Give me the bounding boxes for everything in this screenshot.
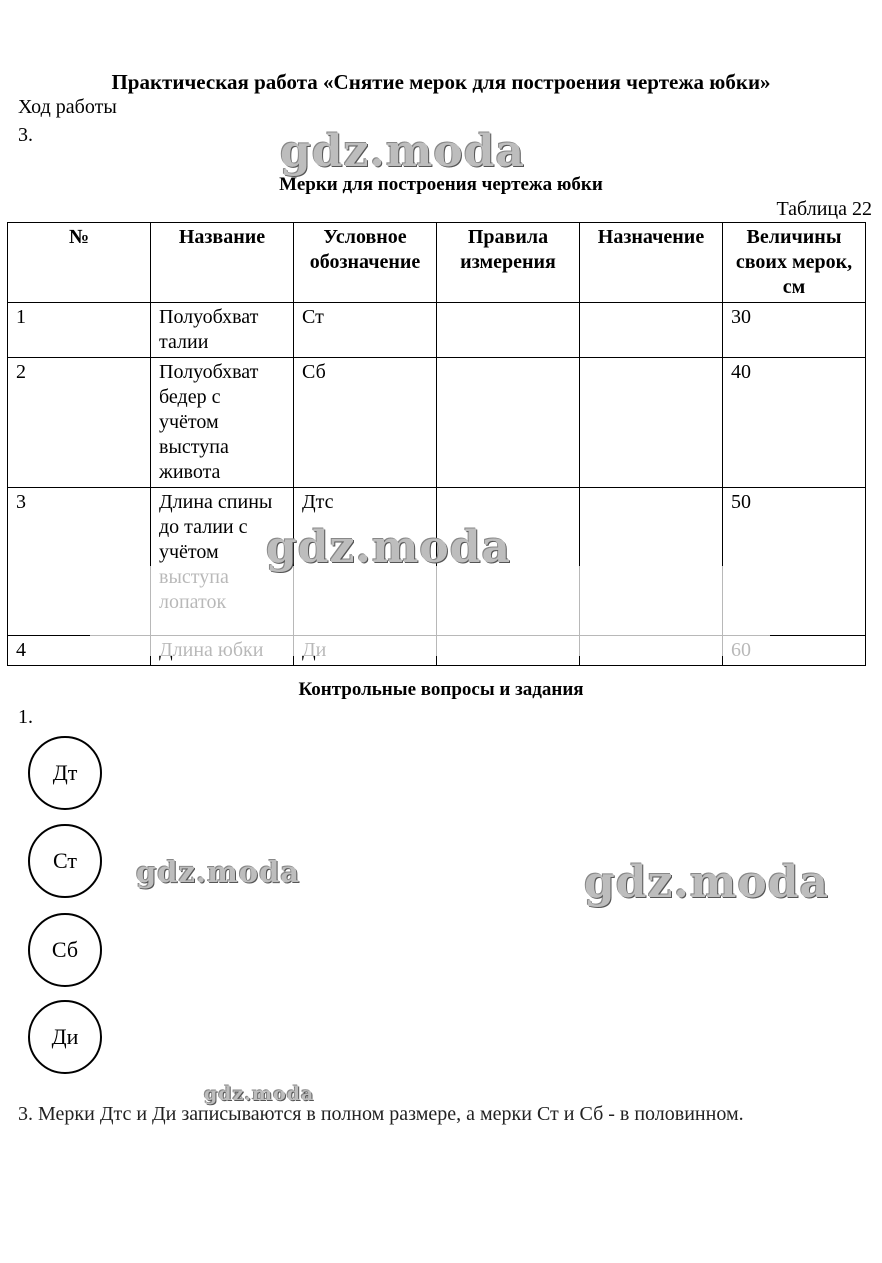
watermark-logo: gdz.moda xyxy=(280,126,526,177)
row-value: 40 xyxy=(723,358,866,488)
row-symbol: Ст xyxy=(294,303,437,358)
row-value: 50 xyxy=(723,488,866,636)
row-number: 1 xyxy=(8,303,151,358)
answer-text: 3. Мерки Дтс и Ди записываются в полном размере, а мерки Ст и Сб - в половинном. xyxy=(18,1103,744,1125)
header-rules: Правила измерения xyxy=(437,223,580,303)
progress-label: Ход работы xyxy=(18,96,117,118)
table-row xyxy=(8,358,866,488)
circle-measure-st: Ст xyxy=(28,824,102,898)
header-name: Название xyxy=(151,223,294,303)
questions-title: Контрольные вопросы и задания xyxy=(298,679,584,700)
watermark-logo: gdz.moda xyxy=(266,522,512,573)
step-label: 3. xyxy=(18,124,33,146)
header-symbol: Условное обозначение xyxy=(294,223,437,303)
watermark-logo: gdz.moda xyxy=(584,857,830,908)
row-purpose xyxy=(580,303,723,358)
scan-fade-overlay xyxy=(90,566,770,656)
watermark-logo: gdz.moda xyxy=(136,855,301,889)
row-purpose xyxy=(580,358,723,488)
row-value: 30 xyxy=(723,303,866,358)
table-caption: Мерки для построения чертежа юбки xyxy=(279,174,603,195)
watermark-logo: gdz.moda xyxy=(204,1083,315,1105)
row-name: Полуобхват бедер с учётом выступа живота xyxy=(151,358,294,488)
row-number: 3 xyxy=(8,488,151,636)
circle-measure-sb: Сб xyxy=(28,913,102,987)
row-number: 2 xyxy=(8,358,151,488)
table-header-row xyxy=(8,223,866,303)
row-number: 4 xyxy=(8,636,151,666)
row-symbol: Дтс xyxy=(294,488,437,636)
header-value: Величины своих мерок, см xyxy=(723,223,866,303)
table-number-label: Таблица 22 xyxy=(776,198,872,220)
row-name: Полуобхват талии xyxy=(151,303,294,358)
page-title: Практическая работа «Снятие мерок для построения чертежа юбки» xyxy=(111,70,771,94)
row-symbol: Сб xyxy=(294,358,437,488)
row-rules xyxy=(437,303,580,358)
header-purpose: Назначение xyxy=(580,223,723,303)
question-item-label: 1. xyxy=(18,706,33,728)
circle-measure-di: Ди xyxy=(28,1000,102,1074)
circle-measure-dt: Дт xyxy=(28,736,102,810)
row-rules xyxy=(437,358,580,488)
row-name: Длина спины до талии с учётом xyxy=(151,488,294,636)
table-row xyxy=(8,303,866,358)
header-number: № xyxy=(8,223,151,303)
